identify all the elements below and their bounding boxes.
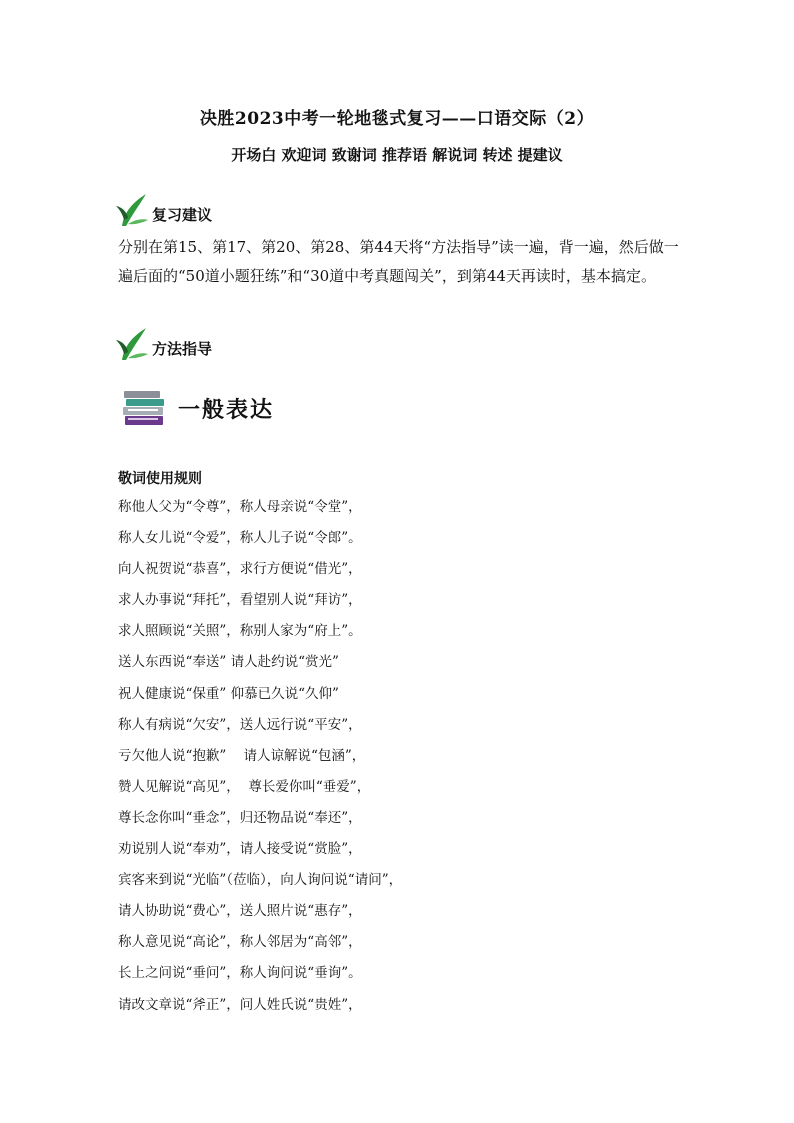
section-general-header (122, 386, 274, 430)
rules-list (118, 492, 718, 1021)
list-item: 长上之问说“垂问”，称人询问说“垂询”。 (118, 965, 362, 982)
list-item: 称人意见说“高论”，称人邻居为“高邻”， (118, 934, 362, 951)
list-item: 称人女儿说“令爱”，称人儿子说“令郎”。 (118, 530, 362, 547)
list-item: 送人东西说“奉送” 请人赴约说“赏光” (118, 654, 339, 671)
list-item: 请人协助说“费心”，送人照片说“惠存”， (118, 903, 362, 920)
list-item: 尊长念你叫“垂念”，归还物品说“奉还”， (118, 809, 362, 826)
list-item: 赞人见解说“高见”， 尊长爱你叫“垂爱”， (118, 778, 371, 795)
section-method-header (116, 322, 212, 362)
list-item: 求人照顾说“关照”，称别人家为“府上”。 (118, 623, 362, 640)
document-subtitle: 开场白 欢迎词 致谢词 推荐语 解说词 转述 提建议 (231, 146, 563, 164)
section-review-header (116, 188, 212, 228)
list-item: 宾客来到说“光临”（莅临），向人询问说“请问”， (118, 872, 403, 889)
list-item: 称人有病说“欠安”，送人远行说“平安”， (118, 716, 362, 733)
section-review-label: 复习建议 (152, 206, 213, 224)
section-method-label: 方法指导 (152, 340, 213, 358)
list-item: 劝说别人说“奉劝”，请人接受说“赏脸”， (118, 841, 362, 858)
leaf-icon (116, 324, 150, 362)
list-item: 祝人健康说“保重” 仰慕已久说“久仰” (118, 685, 339, 702)
list-item: 向人祝贺说“恭喜”，求行方便说“借光”， (118, 561, 362, 578)
section-general-label: 一般表达 (178, 396, 275, 423)
books-icon (122, 387, 166, 429)
rules-title: 敬词使用规则 (118, 471, 202, 487)
list-item: 请改文章说“斧正”，问人姓氏说“贵姓”， (118, 996, 362, 1013)
list-item: 亏欠他人说“抱歉” 请人谅解说“包涵”， (118, 747, 366, 764)
list-item: 求人办事说“拜托”，看望别人说“拜访”， (118, 592, 362, 609)
list-item: 称他人父为“令尊”，称人母亲说“令堂”， (118, 499, 362, 515)
review-paragraph: 分别在第15、第17、第20、第28、第44天将“方法指导”读一遍，背一遍，然后做一遍后面的“50道小题狂练”和“30道中考真题闯关”，到第44天再读时，基本搞定。 (118, 238, 679, 285)
leaf-icon (116, 190, 150, 228)
document-title: 决胜2023中考一轮地毯式复习——口语交际（2） (199, 109, 595, 129)
